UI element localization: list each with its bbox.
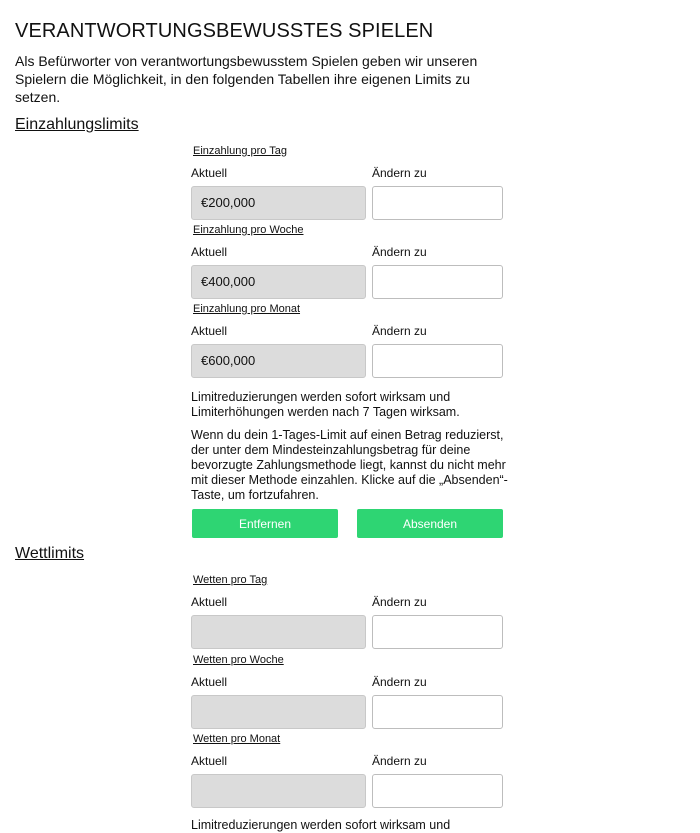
- wager-week-link[interactable]: Wetten pro Woche: [193, 654, 284, 666]
- current-label: Aktuell: [191, 166, 228, 180]
- deposit-month-current-value: €600,000: [191, 344, 366, 378]
- deposit-month-link[interactable]: Einzahlung pro Monat: [193, 303, 301, 315]
- wager-week-change-input[interactable]: [372, 695, 503, 729]
- current-label: Aktuell: [191, 595, 228, 609]
- wager-month-block: [191, 732, 506, 808]
- deposit-week-current-value: €400,000: [191, 265, 366, 299]
- deposit-week-labels: [191, 245, 506, 263]
- deposit-month-fields: [191, 344, 506, 378]
- wager-day-link[interactable]: Wetten pro Tag: [193, 574, 268, 586]
- current-label: Aktuell: [191, 245, 228, 259]
- wager-week-current-value: [191, 695, 366, 729]
- deposit-day-fields: [191, 186, 506, 220]
- minimum-deposit-note: Wenn du dein 1-Tages-Limit auf einen Betrag reduzierst, der unter dem Mindesteinzahlungsbetrag für deine bevorzugte Zahlungsmethode liegt, kannst du nicht mehr mit dieser Methode einzahlen. Klicke auf die „Absenden“-Taste, um fortzufahren.: [191, 428, 508, 502]
- wager-month-fields: [191, 774, 506, 808]
- wager-day-block: [191, 573, 506, 649]
- wager-week-labels: [191, 675, 506, 693]
- current-label: Aktuell: [191, 754, 228, 768]
- deposit-week-block: [191, 223, 506, 299]
- deposit-day-current-value: €200,000: [191, 186, 366, 220]
- deposit-week-fields: [191, 265, 506, 299]
- change-to-label: Ändern zu: [372, 675, 427, 689]
- intro-text: Als Befürworter von verantwortungsbewusstem Spielen geben wir unseren Spielern die Möglichkeit, in den folgenden Tabellen ihre eigenen Limits zu setzen.: [15, 53, 478, 105]
- change-to-label: Ändern zu: [372, 245, 427, 259]
- deposit-day-labels: [191, 166, 506, 184]
- deposit-day-change-input[interactable]: [372, 186, 503, 220]
- wager-limits-heading: Wettlimits: [15, 545, 85, 562]
- wager-week-fields: [191, 695, 506, 729]
- remove-button[interactable]: Entfernen: [192, 509, 338, 538]
- change-to-label: Ändern zu: [372, 324, 427, 338]
- limit-change-note: Limitreduzierungen werden sofort wirksam und Limiterhöhungen werden nach 7 Tagen wirksam.: [191, 390, 460, 419]
- change-to-label: Ändern zu: [372, 754, 427, 768]
- current-label: Aktuell: [191, 324, 228, 338]
- change-to-label: Ändern zu: [372, 595, 427, 609]
- wager-day-current-value: [191, 615, 366, 649]
- deposit-week-link[interactable]: Einzahlung pro Woche: [193, 224, 304, 236]
- wager-limit-change-note: Limitreduzierungen werden sofort wirksam und: [191, 818, 451, 832]
- deposit-limits-heading: Einzahlungslimits: [15, 116, 139, 133]
- wager-month-change-input[interactable]: [372, 774, 503, 808]
- deposit-month-change-input[interactable]: [372, 344, 503, 378]
- wager-month-link[interactable]: Wetten pro Monat: [193, 733, 281, 745]
- wager-day-labels: [191, 595, 506, 613]
- deposit-month-block: [191, 302, 506, 378]
- deposit-month-labels: [191, 324, 506, 342]
- wager-day-fields: [191, 615, 506, 649]
- wager-week-block: [191, 653, 506, 729]
- wager-month-current-value: [191, 774, 366, 808]
- wager-day-change-input[interactable]: [372, 615, 503, 649]
- current-label: Aktuell: [191, 675, 228, 689]
- change-to-label: Ändern zu: [372, 166, 427, 180]
- submit-button[interactable]: Absenden: [357, 509, 503, 538]
- deposit-day-link[interactable]: Einzahlung pro Tag: [193, 145, 287, 157]
- page-title: VERANTWORTUNGSBEWUSSTES SPIELEN: [15, 20, 434, 42]
- wager-month-labels: [191, 754, 506, 772]
- deposit-day-block: [191, 144, 506, 220]
- deposit-week-change-input[interactable]: [372, 265, 503, 299]
